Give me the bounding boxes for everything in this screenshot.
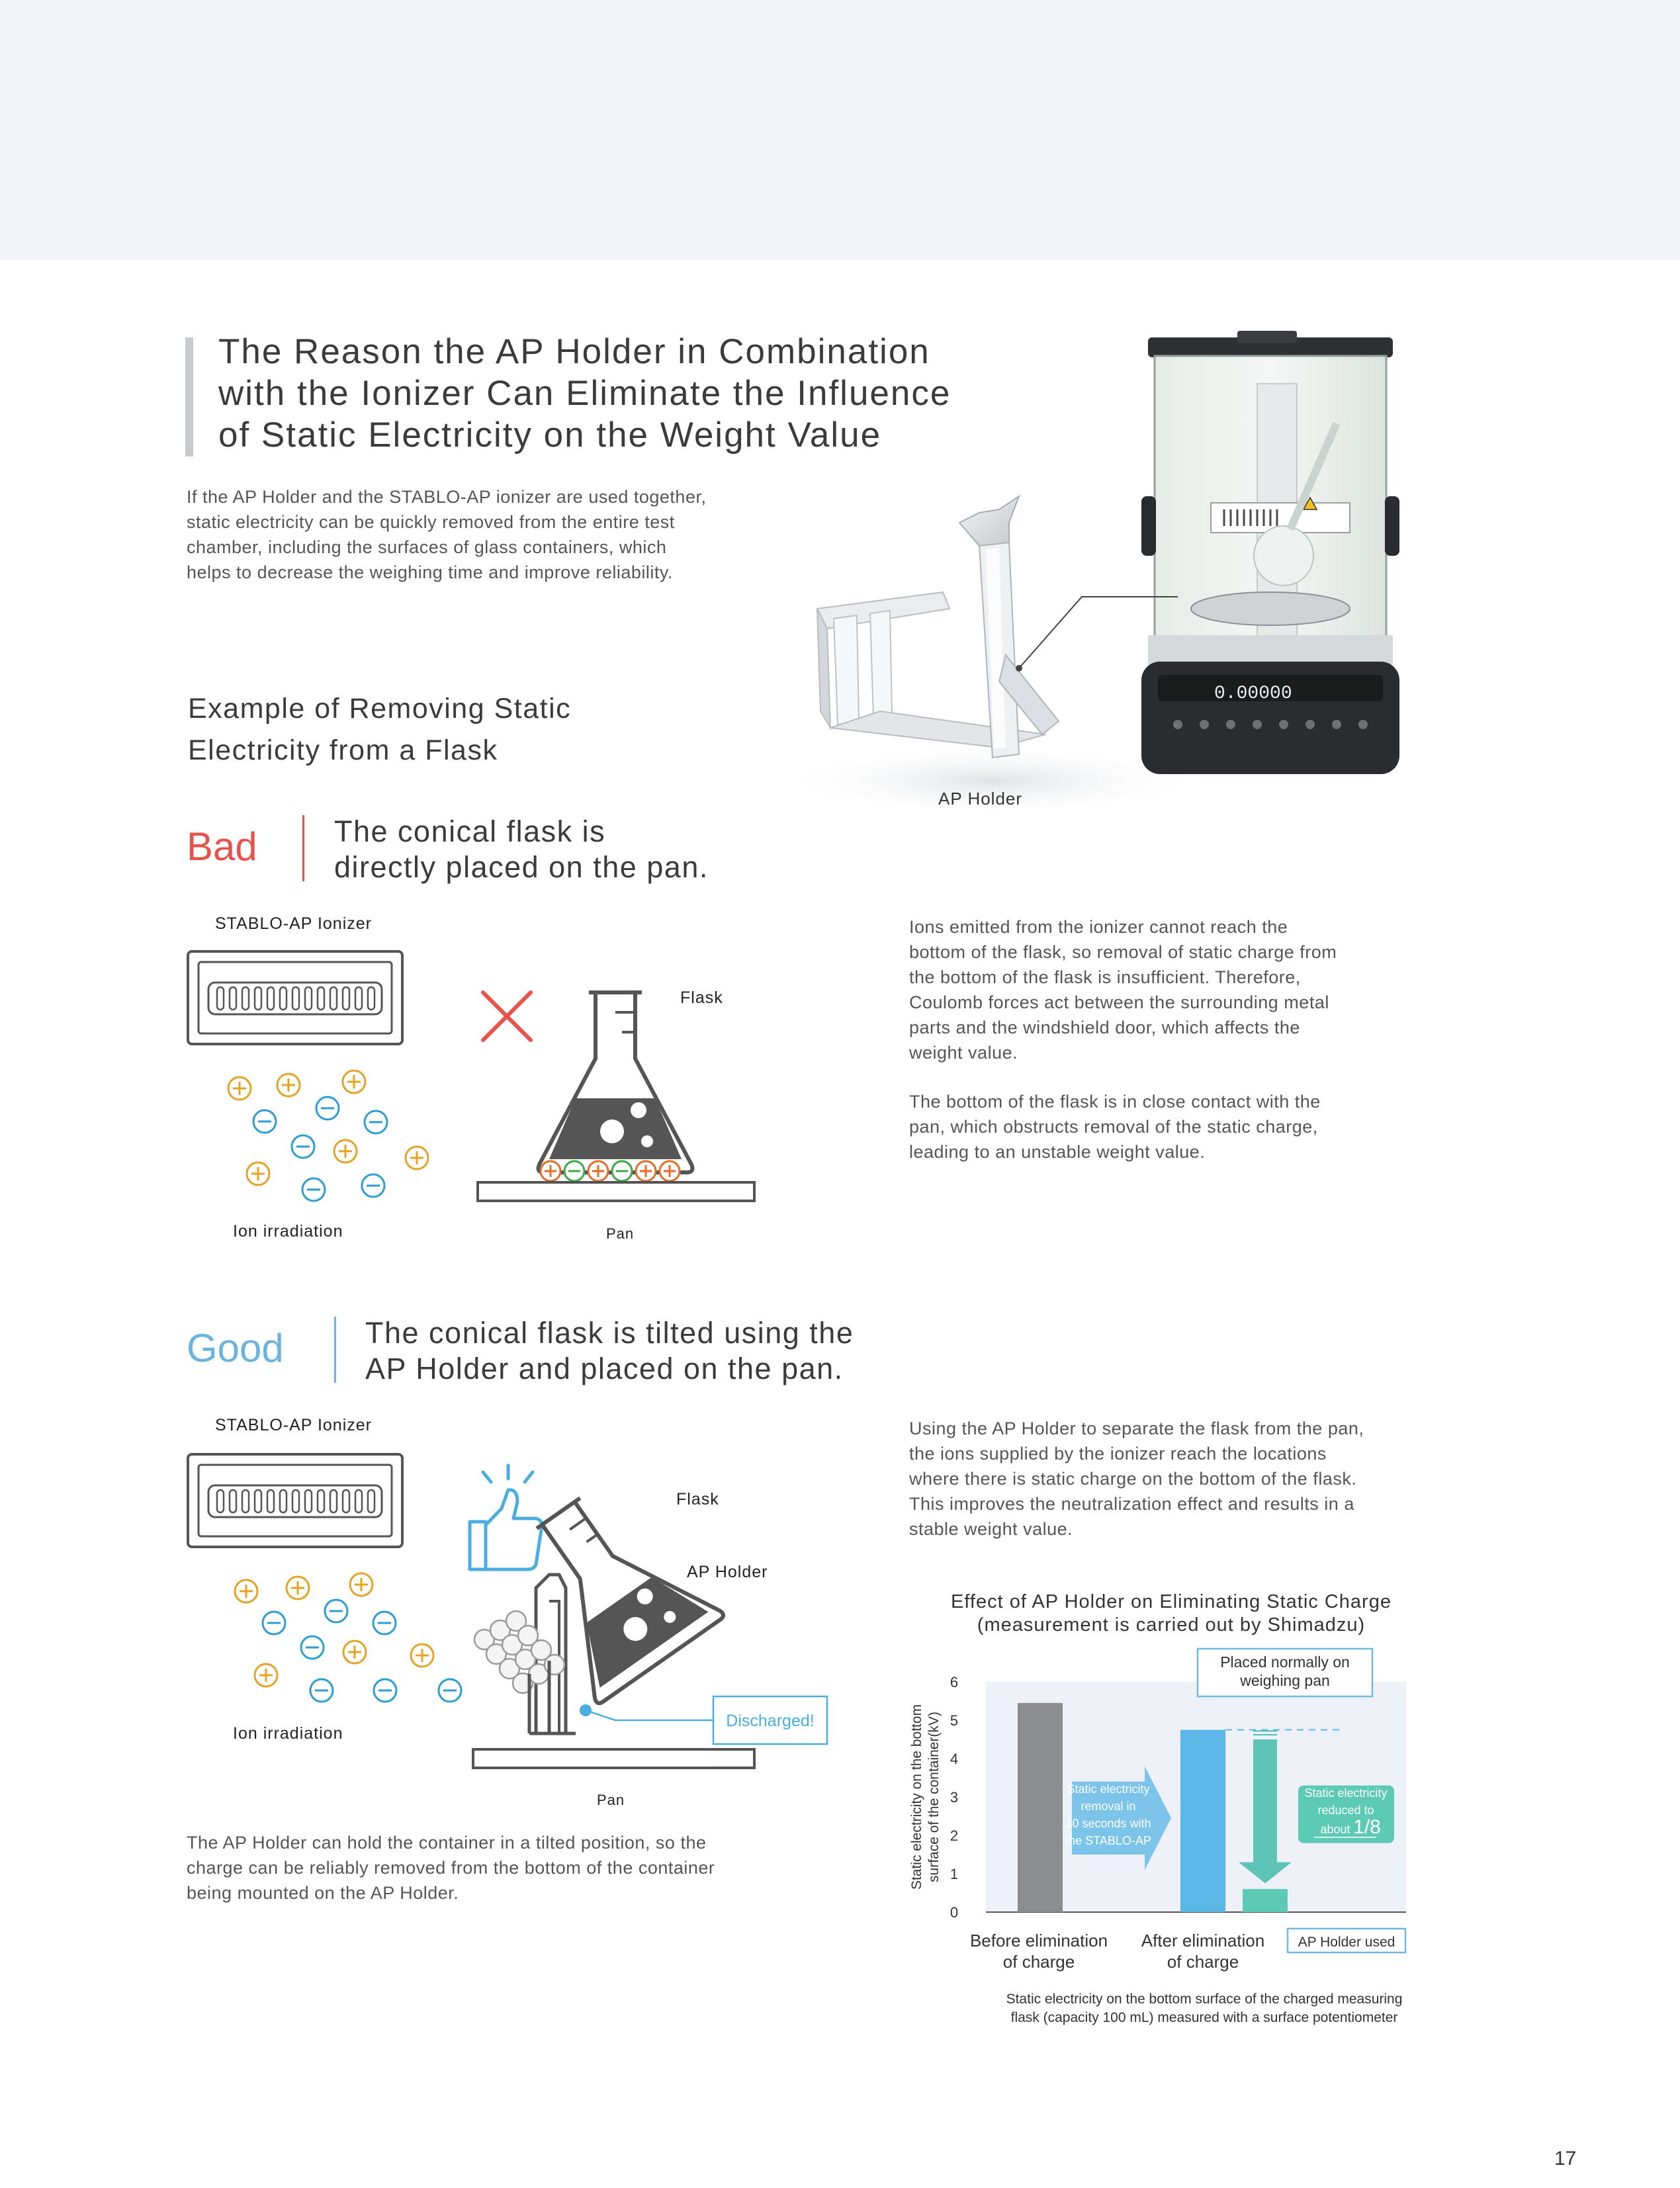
bar-after-normal	[1180, 1730, 1225, 1913]
removal-arrow-text: 10 seconds with	[1065, 1817, 1151, 1831]
good-desc-line: This improves the neutralization effect and results in a	[909, 1494, 1354, 1514]
ion-cloud	[228, 1071, 428, 1201]
good-ion-label: Ion irradiation	[233, 1724, 343, 1743]
chart-title	[906, 1591, 1436, 1637]
callout-normal-text: Placed normally on	[1220, 1653, 1350, 1671]
removal-arrow-text: Static electricity	[1067, 1782, 1150, 1796]
reduction-callout-text: reduced to	[1317, 1804, 1374, 1817]
bad-description	[909, 914, 1438, 1164]
discharge-leader	[586, 1710, 715, 1720]
bad-desc1-line: parts and the windshield door, which affects the	[909, 1018, 1300, 1037]
title-accent-bar	[185, 337, 193, 457]
x-category-label: of charge	[1167, 1952, 1239, 1972]
y-tick-label: 3	[950, 1789, 959, 1806]
static-charge-chart	[906, 1647, 1436, 1985]
reduction-callout-text: Static electricity	[1304, 1786, 1388, 1800]
y-tick-label: 2	[950, 1827, 959, 1844]
ionizer-icon	[188, 951, 402, 1044]
y-tick-label: 1	[950, 1866, 959, 1882]
intro-line-2: static electricity can be quickly removed from the entire test	[187, 512, 675, 532]
reduction-callout-value: 1/8	[1353, 1816, 1381, 1839]
bad-pan-label: Pan	[606, 1225, 635, 1242]
ap-holder-photo-label: AP Holder	[938, 789, 1023, 809]
example-line-2: Electricity from a Flask	[188, 734, 498, 766]
good-description	[909, 1416, 1438, 1542]
ionizer-icon	[188, 1454, 402, 1547]
good-holder-label: AP Holder	[687, 1563, 768, 1581]
pan-icon	[478, 1182, 754, 1201]
good-heading-line-2: AP Holder and placed on the pan.	[365, 1352, 844, 1385]
good-note	[187, 1830, 822, 1905]
callout-normal-text: weighing pan	[1240, 1672, 1330, 1689]
chart-footnote-line-1: Static electricity on the bottom surface of the charged measuring	[1006, 1991, 1403, 2007]
good-note-line: The AP Holder can hold the container in a tilted position, so the	[187, 1833, 707, 1853]
intro-line-1: If the AP Holder and the STABLO-AP ionizer are used together,	[187, 487, 707, 507]
removal-arrow-text: the STABLO-AP	[1065, 1834, 1151, 1848]
x-category-label: of charge	[1002, 1952, 1075, 1972]
bad-desc1-line: bottom of the flask, so removal of static charge from	[909, 942, 1337, 962]
bad-desc2-line: pan, which obstructs removal of the static charge,	[909, 1117, 1318, 1137]
bad-tag: Bad	[187, 824, 257, 869]
balance-display: 0.00000	[1214, 683, 1292, 704]
chart-footnote	[973, 1990, 1436, 2027]
bad-ionizer-label: STABLO-AP Ionizer	[215, 914, 372, 933]
ap-holder-product	[817, 496, 1059, 758]
leader-dot	[1016, 665, 1022, 672]
bad-desc1-line: weight value.	[909, 1043, 1018, 1063]
good-desc-line: stable weight value.	[909, 1519, 1073, 1539]
bad-desc2-line: leading to an unstable weight value.	[909, 1142, 1206, 1162]
bar-after-ap-holder	[1243, 1889, 1288, 1912]
balance-product	[1141, 331, 1399, 774]
ion-cloud	[235, 1573, 461, 1702]
bad-diagram	[179, 940, 774, 1217]
y-tick-label: 5	[950, 1712, 959, 1729]
cross-icon	[483, 992, 531, 1040]
good-heading	[365, 1315, 961, 1387]
chart-footnote-line-2: flask (capacity 100 mL) measured with a surface potentiometer	[1010, 2010, 1398, 2025]
bar-before-elimination	[1018, 1703, 1063, 1912]
bad-heading	[334, 814, 930, 885]
chart-title-line-2: (measurement is carried out by Shimadzu)	[977, 1614, 1366, 1636]
good-desc-line: Using the AP Holder to separate the flask from the pan,	[909, 1419, 1364, 1438]
x-category-label: After elimination	[1141, 1931, 1265, 1950]
intro-paragraph	[187, 484, 769, 585]
y-axis-label-line: surface of the container(kV)	[926, 1712, 942, 1882]
title-line-3: of Static Electricity on the Weight Value	[218, 416, 882, 455]
intro-line-3: chamber, including the surfaces of glass containers, which	[187, 537, 667, 557]
y-tick-label: 0	[950, 1904, 959, 1921]
bad-separator	[302, 815, 304, 881]
bad-desc1-line: the bottom of the flask is insufficient. Therefore,	[909, 967, 1301, 987]
intro-line-4: helps to decrease the weighing time and improve reliability.	[187, 562, 673, 582]
bad-desc1-line: Coulomb forces act between the surrounding metal	[909, 992, 1329, 1012]
title-line-2: with the Ionizer Can Eliminate the Influence	[218, 374, 951, 413]
bad-ion-label: Ion irradiation	[233, 1222, 343, 1241]
y-axis-label	[909, 1704, 942, 1890]
bad-flask-label: Flask	[680, 988, 723, 1007]
page-number: 17	[1554, 2148, 1577, 2169]
pan-icon	[473, 1749, 754, 1768]
example-line-1: Example of Removing Static	[188, 693, 572, 724]
reduction-callout-prefix: about	[1320, 1823, 1350, 1837]
good-heading-line-1: The conical flask is tilted using the	[365, 1316, 854, 1350]
bad-heading-line-2: directly placed on the pan.	[334, 850, 709, 884]
discharged-callout-text: Discharged!	[726, 1712, 815, 1730]
bad-desc1-line: Ions emitted from the ionizer cannot reach the	[909, 917, 1288, 937]
chart-title-line-1: Effect of AP Holder on Eliminating Static Charge	[951, 1591, 1392, 1612]
title-line-1: The Reason the AP Holder in Combination	[218, 332, 930, 371]
y-tick-label: 4	[950, 1751, 959, 1767]
x-category-label: Before elimination	[969, 1931, 1108, 1950]
top-band	[0, 0, 1680, 260]
good-diagram	[179, 1442, 840, 1786]
y-tick-label: 6	[950, 1674, 959, 1690]
bad-desc2-line: The bottom of the flask is in close contact with the	[909, 1092, 1321, 1112]
good-separator	[334, 1317, 336, 1383]
y-axis-label-line: Static electricity on the bottom	[909, 1704, 924, 1890]
removal-arrow-text: removal in	[1081, 1800, 1136, 1814]
good-note-line: charge can be reliably removed from the bottom of the container	[187, 1858, 715, 1878]
flask-icon	[539, 992, 693, 1172]
good-pan-label: Pan	[597, 1792, 625, 1808]
good-note-line: being mounted on the AP Holder.	[187, 1883, 459, 1903]
good-desc-line: where there is static charge on the bottom of the flask.	[909, 1469, 1357, 1489]
good-ionizer-label: STABLO-AP Ionizer	[215, 1416, 372, 1434]
bad-heading-line-1: The conical flask is	[334, 814, 606, 848]
good-desc-line: the ions supplied by the ionizer reach the locations	[909, 1444, 1327, 1464]
thumbs-up-icon	[470, 1466, 542, 1569]
example-heading	[188, 688, 717, 771]
balance-photo-illustration	[781, 324, 1416, 827]
callout-holder-text: AP Holder used	[1298, 1935, 1395, 1950]
good-flask-label: Flask	[676, 1490, 719, 1509]
good-tag: Good	[187, 1326, 284, 1370]
